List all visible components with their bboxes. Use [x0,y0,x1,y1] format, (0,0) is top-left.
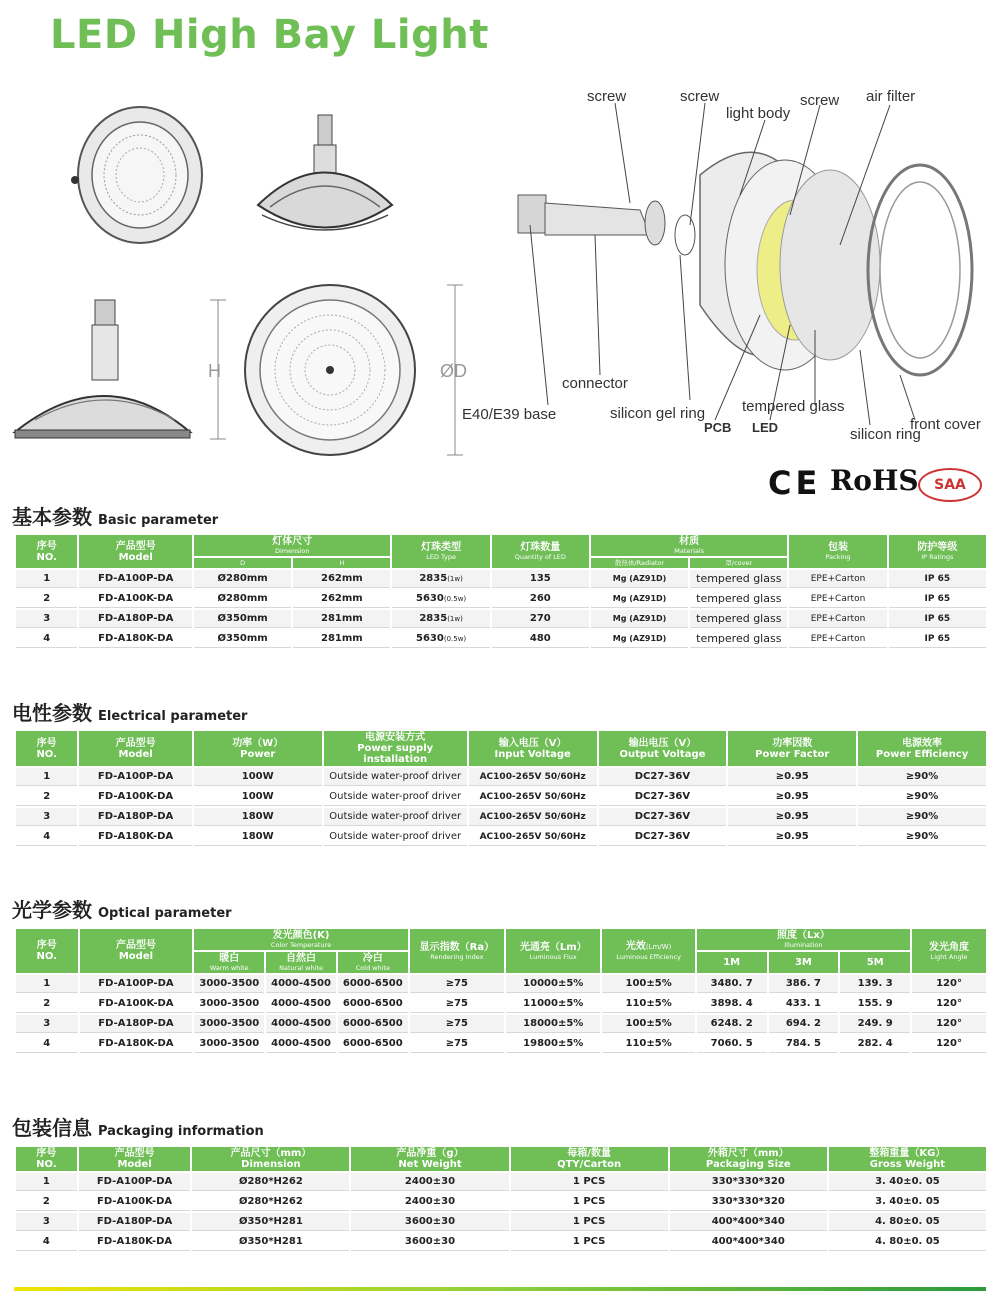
rohs-logo: RoHS [830,464,919,497]
saa-logo: SAA [918,468,982,508]
packaging-information-table: 序号 NO. 产品型号 Model 产品尺寸（mm） Dimension 产品净重（g） Net Weight 每箱/数量 QTY/Carton 外箱尺寸（mm） Packaging Size 整箱重量（KG） Gross Weight 1 FD-A100P-DA Ø280*H262 2400±30 1 PCS 330*330*320 3. 40±0. 05 2 FD-A100K-DA Ø280*H262 2400±30 1 PCS 330*330*320 3. 40±0. 05 3 FD-A180P-DA Ø350*H281 3600±30 1 PCS 400*400*340 4. 80±0. 05 4 FD-A180K-DA Ø350*H281 3600±30 1 PCS 400*400*340 4. 80±0. 05 [14,1145,988,1253]
product-figure [0,75,1000,495]
table-row: 2 FD-A100K-DA 3000-3500 4000-4500 6000-6500 ≥75 11000±5% 110±5% 3898. 4 433. 1 155. 9 120° [16,995,986,1013]
table-row: 1 FD-A100P-DA 3000-3500 4000-4500 6000-6500 ≥75 10000±5% 100±5% 3480. 7 386. 7 139. 3 120° [16,975,986,993]
exploded-view-illustration [518,152,972,375]
ce-logo: CE [768,464,822,502]
table-row: 3 FD-A180P-DA Ø350mm 281mm 2835(1w) 270 Mg (AZ91D) tempered glass EPE+Carton IP 65 [16,610,986,628]
table-row: 3 FD-A180P-DA 3000-3500 4000-4500 6000-6500 ≥75 18000±5% 100±5% 6248. 2 694. 2 249. 9 120° [16,1015,986,1033]
table-row: 4 FD-A180K-DA 180W Outside water-proof driver AC100-265V 50/60Hz DC27-36V ≥0.95 ≥90% [16,828,986,846]
optical-parameter-table: 序号 NO. 产品型号 Model 发光颜色(K) Color Temperature 显示指数（Ra） Rendering Index 光通亮（Lm） Luminous Flux 光效(Lm/W) Luminous Efficiency 照度（Lx） Illumination 发光角度 Light Angle 暖白 Warm white 自然白 Natural white 冷白 Cold white 1M 3M 5M 1 FD-A100P-DA 3000-3500 4000-4500 6000-6500 ≥75 10000±5% 100±5% 3480. 7 386. 7 139. 3 120° 2 FD-A100K-DA 3000-3500 4000-4500 6000-6500 ≥75 11000±5% 110±5% 3898. 4 433. 1 155. 9 120° 3 FD-A180P-DA 3000-3500 4000-4500 6000-6500 ≥75 18000±5% 100±5% 6248. 2 694. 2 249. 9 120° 4 FD-A180K-DA 3000-3500 4000-4500 6000-6500 ≥75 19800±5% 110±5% 7060. 5 784. 5 282. 4 120° [14,927,988,1055]
electrical-section-heading: 电性参数 Electrical parameter [12,701,248,725]
optical-section-heading: 光学参数 Optical parameter [12,898,232,922]
table-row: 1 FD-A100P-DA Ø280mm 262mm 2835(1w) 135 Mg (AZ91D) tempered glass EPE+Carton IP 65 [16,570,986,588]
footer-gradient-bar [14,1287,986,1291]
dim-d-label: ØD [440,361,467,381]
page-title: LED High Bay Light [50,12,489,58]
label-screw-3: screw [800,92,840,109]
electrical-parameter-table: 序号 NO. 产品型号 Model 功率（W） Power 电源安装方式 Power supply installation 输入电压（V） Input Voltage 输出电压（V） Output Voltage 功率因数 Power Factor 电源效率 Power Efficiency 1 FD-A100P-DA 100W Outside water-proof driver AC100-265V 50/60Hz DC27-36V ≥0.95 ≥90% 2 FD-A100K-DA 100W Outside water-proof driver AC100-265V 50/60Hz DC27-36V ≥0.95 ≥90% 3 FD-A180P-DA 180W Outside water-proof driver AC100-265V 50/60Hz DC27-36V ≥0.95 ≥90% 4 FD-A180K-DA 180W Outside water-proof driver AC100-265V 50/60Hz DC27-36V ≥0.95 ≥90% [14,729,988,848]
lamp-front-view-illustration [245,285,467,455]
label-base: E40/E39 base [462,406,557,423]
lamp-side-top-illustration [258,115,392,230]
label-connector: connector [562,375,628,392]
label-tempered-glass: tempered glass [742,398,845,415]
dim-h-label: H [208,361,221,381]
label-screw-1: screw [587,88,627,105]
table-row: 1 FD-A100P-DA Ø280*H262 2400±30 1 PCS 330*330*320 3. 40±0. 05 [16,1173,986,1191]
basic-section-heading: 基本参数 Basic parameter [12,505,219,529]
label-silicon-ring: silicon ring [850,426,921,443]
table-row: 3 FD-A180P-DA 180W Outside water-proof driver AC100-265V 50/60Hz DC27-36V ≥0.95 ≥90% [16,808,986,826]
table-row: 2 FD-A100K-DA Ø280mm 262mm 5630(0.5w) 260 Mg (AZ91D) tempered glass EPE+Carton IP 65 [16,590,986,608]
table-row: 4 FD-A180K-DA 3000-3500 4000-4500 6000-6500 ≥75 19800±5% 110±5% 7060. 5 784. 5 282. 4 120° [16,1035,986,1053]
table-row: 2 FD-A100K-DA 100W Outside water-proof driver AC100-265V 50/60Hz DC27-36V ≥0.95 ≥90% [16,788,986,806]
label-air-filter: air filter [866,88,916,105]
label-pcb: PCB [704,420,732,435]
label-screw-2: screw [680,88,720,105]
lamp-side-profile-illustration [15,300,226,439]
label-front-cover: front cover [910,416,981,433]
packaging-section-heading: 包装信息 Packaging information [12,1116,264,1140]
table-row: 4 FD-A180K-DA Ø350*H281 3600±30 1 PCS 400*400*340 4. 80±0. 05 [16,1233,986,1251]
table-row: 4 FD-A180K-DA Ø350mm 281mm 5630(0.5w) 480 Mg (AZ91D) tempered glass EPE+Carton IP 65 [16,630,986,648]
label-light-body: light body [726,105,791,122]
table-row: 3 FD-A180P-DA Ø350*H281 3600±30 1 PCS 400*400*340 4. 80±0. 05 [16,1213,986,1231]
table-row: 2 FD-A100K-DA Ø280*H262 2400±30 1 PCS 330*330*320 3. 40±0. 05 [16,1193,986,1211]
lamp-front-angled-illustration [71,107,202,243]
basic-parameter-table: 序号 NO. 产品型号 Model 灯体尺寸 Dimension 灯珠类型 LED Type 灯珠数量 Quantity of LED 材质 Materials 包装 Packing 防护等级 IP Ratings D H 散热体/Radiator 罩/cover 1 FD-A100P-DA Ø280mm 262mm 2835(1w) 135 Mg (AZ91D) tempered glass EPE+Carton IP 65 2 FD-A100K-DA Ø280mm 262mm 5630(0.5w) 260 Mg (AZ91D) tempered glass EPE+Carton IP 65 3 FD-A180P-DA Ø350mm 281mm 2835(1w) 270 Mg (AZ91D) tempered glass EPE+Carton IP 65 4 FD-A180K-DA Ø350mm 281mm 5630(0.5w) 480 Mg (AZ91D) tempered glass EPE+Carton IP 65 [14,533,988,650]
table-row: 1 FD-A100P-DA 100W Outside water-proof driver AC100-265V 50/60Hz DC27-36V ≥0.95 ≥90% [16,768,986,786]
label-silicon-gel-ring: silicon gel ring [610,405,706,422]
label-led: LED [752,420,778,435]
